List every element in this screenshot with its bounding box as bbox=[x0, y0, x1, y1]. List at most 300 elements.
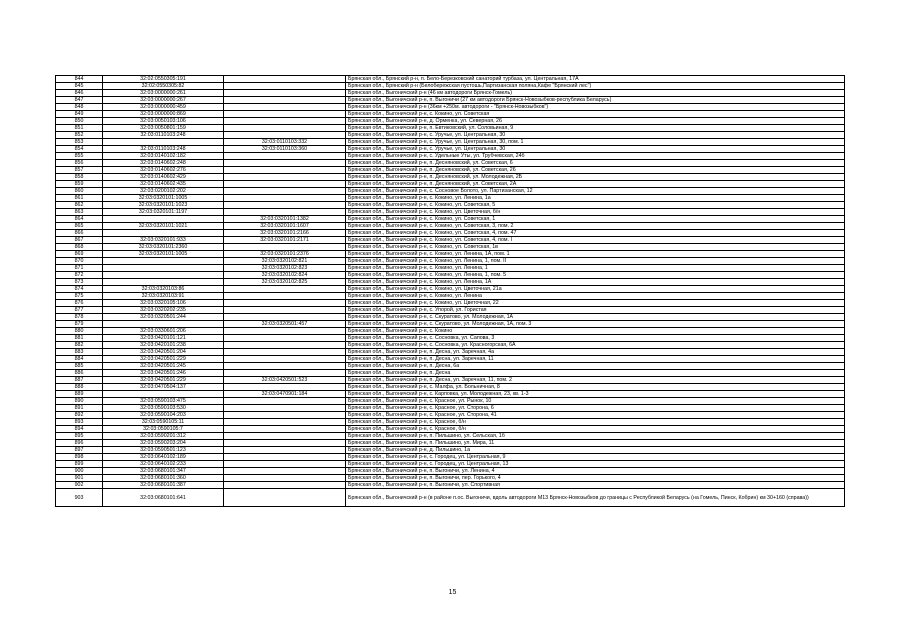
row-number-cell: 862 bbox=[56, 202, 103, 209]
address-cell: Брянская обл., Выгоничский р-н, п. Десняновский, ул. Советская, 6 bbox=[346, 160, 845, 167]
building-cadastral-cell bbox=[224, 286, 346, 293]
cadastral-number-cell: 32:03:0680101:347 bbox=[103, 468, 224, 475]
row-number-cell: 896 bbox=[56, 440, 103, 447]
cadastral-number-cell: 32:03:0050103:106 bbox=[103, 118, 224, 125]
building-cadastral-cell bbox=[224, 440, 346, 447]
row-number-cell: 868 bbox=[56, 244, 103, 251]
address-cell: Брянская обл., Выгоничский р-н, с. Кокино, ул. Советская, 5 bbox=[346, 202, 845, 209]
row-number-cell: 888 bbox=[56, 384, 103, 391]
row-number-cell: 884 bbox=[56, 356, 103, 363]
building-cadastral-cell bbox=[224, 419, 346, 426]
address-cell: Брянская обл., Выгоничский р-н, п. Десна, ул. Заречная, 4а bbox=[346, 349, 845, 356]
row-number-cell: 872 bbox=[56, 272, 103, 279]
row-number-cell: 883 bbox=[56, 349, 103, 356]
row-number-cell: 848 bbox=[56, 104, 103, 111]
cadastral-number-cell: 32:03:0420101:121 bbox=[103, 335, 224, 342]
cadastral-number-cell bbox=[103, 279, 224, 286]
row-number-cell: 887 bbox=[56, 377, 103, 384]
building-cadastral-cell bbox=[224, 328, 346, 335]
address-cell: Брянская обл., Выгоничский р-н, п. Десна, ул. Заречная, 11 bbox=[346, 356, 845, 363]
building-cadastral-cell: 32:03:0320101:2166 bbox=[224, 230, 346, 237]
address-cell: Брянская обл., Выгоничский р-н, с. Сосновое Болото, ул. Партизанская, 12 bbox=[346, 188, 845, 195]
address-cell: Брянская обл., Выгоничский р-н, с. Красное, ул. Сторона, 41 bbox=[346, 412, 845, 419]
building-cadastral-cell: 32:03:0320101:2171 bbox=[224, 237, 346, 244]
building-cadastral-cell bbox=[224, 160, 346, 167]
cadastral-number-cell: 32:03:0320101:933 bbox=[103, 237, 224, 244]
row-number-cell: 903 bbox=[56, 489, 103, 507]
table-row bbox=[56, 195, 845, 202]
cadastral-number-cell: 32:03:0590201:312 bbox=[103, 433, 224, 440]
address-cell: Брянская обл., Выгоничский р-н (36км +250м. автодороги - "Брянск-Новозыбков") bbox=[346, 104, 845, 111]
address-cell: Брянская обл., Выгоничский р-н, п. Пильшино, ул. Мира, 11 bbox=[346, 440, 845, 447]
row-number-cell: 892 bbox=[56, 412, 103, 419]
building-cadastral-cell bbox=[224, 356, 346, 363]
address-cell: Брянская обл., Выгоничский р-н, п. Десна, 6а bbox=[346, 363, 845, 370]
table-row bbox=[56, 216, 845, 223]
row-number-cell: 881 bbox=[56, 335, 103, 342]
table-row bbox=[56, 433, 845, 440]
address-cell: Брянская обл., Выгоничский р-н, с. Уручье, ул. Центральная, 30, пом. 1 bbox=[346, 139, 845, 146]
address-cell: Брянская обл., Выгоничский р-н, с. Кокино, ул. Ленина, 1 bbox=[346, 265, 845, 272]
address-cell: Брянская обл., Выгоничский р-н, с. Малфа, ул. Больничная, 8 bbox=[346, 384, 845, 391]
table-row bbox=[56, 356, 845, 363]
address-cell: Брянская обл., Выгоничский р-н, п. Выгоничи, пер. Горького, 4 bbox=[346, 475, 845, 482]
address-cell: Брянская обл., Выгоничский р-н (в районе п.ос. Выгоничи, вдоль автодороги М13 Брянск-Новозыбков до границы с Республикой Беларусь (на Гомель, Пинск, Кобрин) км 30+160 (справа)) bbox=[346, 489, 845, 507]
building-cadastral-cell bbox=[224, 167, 346, 174]
table-row bbox=[56, 461, 845, 468]
row-number-cell: 869 bbox=[56, 251, 103, 258]
building-cadastral-cell bbox=[224, 202, 346, 209]
cadastral-number-cell: 32:03:0420501:229 bbox=[103, 356, 224, 363]
row-number-cell: 854 bbox=[56, 146, 103, 153]
table-row bbox=[56, 440, 845, 447]
cadastral-number-cell: 32:03:0320501:244 bbox=[103, 314, 224, 321]
row-number-cell: 894 bbox=[56, 426, 103, 433]
table-row bbox=[56, 328, 845, 335]
table-row bbox=[56, 391, 845, 398]
row-number-cell: 874 bbox=[56, 286, 103, 293]
table-row bbox=[56, 272, 845, 279]
cadastral-number-cell: 32:03:0590105:7 bbox=[103, 426, 224, 433]
address-cell: Брянская обл., Выгоничский р-н, п. Десна bbox=[346, 370, 845, 377]
address-cell: Брянская обл., Выгоничский р-н, с. Кокино, ул. Ленина, 1, пом. 5 bbox=[346, 272, 845, 279]
address-cell: Брянская обл., Выгоничский р-н, с. Кокино, ул. Советская, 1 bbox=[346, 216, 845, 223]
table-row bbox=[56, 468, 845, 475]
cadastral-number-cell: 32:03:0470504:137 bbox=[103, 384, 224, 391]
cadastral-number-cell: 32:03:0320105:106 bbox=[103, 300, 224, 307]
cadastral-number-cell: 32:03:0590203:204 bbox=[103, 440, 224, 447]
table-row bbox=[56, 314, 845, 321]
building-cadastral-cell bbox=[224, 111, 346, 118]
address-cell: Брянская обл., Брянский р-н, п. Бело-Березковский санаторий турбаза, ул. Центральная, 17А bbox=[346, 76, 845, 83]
row-number-cell: 860 bbox=[56, 188, 103, 195]
building-cadastral-cell bbox=[224, 244, 346, 251]
building-cadastral-cell: 32:03:0110103:332 bbox=[224, 139, 346, 146]
cadastral-number-cell bbox=[103, 272, 224, 279]
building-cadastral-cell: 32:03:0320102:821 bbox=[224, 258, 346, 265]
table-row bbox=[56, 482, 845, 489]
address-cell: Брянская обл., Выгоничский р-н, д. Пильшино, 1а bbox=[346, 447, 845, 454]
address-cell: Брянская обл., Выгоничский р-н, с. Сосновка, ул. Красногорская, 6А bbox=[346, 342, 845, 349]
page-number: 15 bbox=[448, 589, 457, 596]
table-row bbox=[56, 370, 845, 377]
building-cadastral-cell: 32:03:0320102:825 bbox=[224, 279, 346, 286]
address-cell: Брянская обл., Выгоничский р-н, п. Выгоничи, ул. Ленина, 4 bbox=[346, 468, 845, 475]
address-cell: Брянская обл., Брянский р-н (Белобережская пустошь,Партизанская поляна,Кафе "Брянский лес") bbox=[346, 83, 845, 90]
address-cell: Брянская обл., Выгоничский р-н, с. Кокино, ул. Ленина, 1, пом. II bbox=[346, 258, 845, 265]
row-number-cell: 845 bbox=[56, 83, 103, 90]
building-cadastral-cell: 32:03:0420501:523 bbox=[224, 377, 346, 384]
building-cadastral-cell bbox=[224, 384, 346, 391]
building-cadastral-cell bbox=[224, 405, 346, 412]
cadastral-number-cell: 32:03:0320101:1005 bbox=[103, 195, 224, 202]
row-number-cell: 882 bbox=[56, 342, 103, 349]
table-row bbox=[56, 279, 845, 286]
table-row bbox=[56, 475, 845, 482]
cadastral-number-cell: 32:03:0200102:202 bbox=[103, 188, 224, 195]
row-number-cell: 902 bbox=[56, 482, 103, 489]
table-row bbox=[56, 454, 845, 461]
table-row bbox=[56, 90, 845, 97]
building-cadastral-cell bbox=[224, 342, 346, 349]
table-row bbox=[56, 363, 845, 370]
cadastral-number-cell: 32:03:0140102:182 bbox=[103, 153, 224, 160]
cadastral-number-cell: 32:03:0140602:429 bbox=[103, 174, 224, 181]
table-row bbox=[56, 97, 845, 104]
building-cadastral-cell bbox=[224, 90, 346, 97]
table-row bbox=[56, 132, 845, 139]
table-row bbox=[56, 349, 845, 356]
table-row bbox=[56, 251, 845, 258]
row-number-cell: 877 bbox=[56, 307, 103, 314]
row-number-cell: 897 bbox=[56, 447, 103, 454]
address-cell: Брянская обл., Выгоничский р-н, с. Сосновка, ул. Сапова, 3 bbox=[346, 335, 845, 342]
building-cadastral-cell bbox=[224, 195, 346, 202]
address-cell: Брянская обл., Выгоничский р-н, п. Десняновский, ул. Советская, 26 bbox=[346, 167, 845, 174]
building-cadastral-cell bbox=[224, 475, 346, 482]
table-row bbox=[56, 412, 845, 419]
address-cell: Брянская обл., Выгоничский р-н, с. Кокино bbox=[346, 328, 845, 335]
table-row bbox=[56, 342, 845, 349]
table-row bbox=[56, 377, 845, 384]
row-number-cell: 890 bbox=[56, 398, 103, 405]
address-cell: Брянская обл., Выгоничский р-н, с. Удельные Уты, ул. Трубчевская, 24б bbox=[346, 153, 845, 160]
building-cadastral-cell bbox=[224, 370, 346, 377]
address-cell: Брянская обл., Выгоничский р-н, с. Уручье, ул. Центральная, 30 bbox=[346, 132, 845, 139]
cadastral-number-cell: 32:03:0420501:245 bbox=[103, 363, 224, 370]
address-cell: Брянская обл., Выгоничский р-н, п. Евтиковский, ул. Соловьиная, 9 bbox=[346, 125, 845, 132]
cadastral-number-cell bbox=[103, 230, 224, 237]
table-row bbox=[56, 83, 845, 90]
building-cadastral-cell bbox=[224, 454, 346, 461]
cadastral-number-cell: 32:03:0420501:204 bbox=[103, 349, 224, 356]
cadastral-number-cell: 32:03:0000000:267 bbox=[103, 97, 224, 104]
cadastral-number-cell: 32:02:0550305:82 bbox=[103, 83, 224, 90]
address-cell: Брянская обл., Выгоничский р-н, с. Красное, ул. Сторона, 6 bbox=[346, 405, 845, 412]
table-row bbox=[56, 419, 845, 426]
table-row bbox=[56, 321, 845, 328]
cadastral-number-cell: 32:03:0590103:530 bbox=[103, 405, 224, 412]
cadastral-number-cell: 32:03:0680101:641 bbox=[103, 489, 224, 507]
building-cadastral-cell bbox=[224, 104, 346, 111]
cadastral-number-cell: 32:03:0140602:248 bbox=[103, 160, 224, 167]
row-number-cell: 889 bbox=[56, 391, 103, 398]
address-cell: Брянская обл., Выгоничский р-н, с. Кокино, ул. Советская, 4, пом. 47 bbox=[346, 230, 845, 237]
address-cell: Брянская обл., Выгоничский р-н, с. Городец, ул. Центральная, 13 bbox=[346, 461, 845, 468]
address-cell: Брянская обл., Выгоничский р-н, с. Кокино, ул. Ленина, 1а bbox=[346, 195, 845, 202]
row-number-cell: 857 bbox=[56, 167, 103, 174]
address-cell: Брянская обл., Выгоничский р-н, с. Кокино, ул. Ленина, 1А, пом. 1 bbox=[346, 251, 845, 258]
row-number-cell: 898 bbox=[56, 454, 103, 461]
cadastral-number-cell bbox=[103, 391, 224, 398]
table-row bbox=[56, 76, 845, 83]
address-cell: Брянская обл., Выгоничский р-н, д. Орменка, ул. Северная, 26 bbox=[346, 118, 845, 125]
cadastral-number-cell: 32:03:0140602:276 bbox=[103, 167, 224, 174]
row-number-cell: 847 bbox=[56, 97, 103, 104]
cadastral-number-cell bbox=[103, 321, 224, 328]
row-number-cell: 870 bbox=[56, 258, 103, 265]
cadastral-number-cell: 32:03:0000000:261 bbox=[103, 90, 224, 97]
cadastral-number-cell: 32:02:0550305:191 bbox=[103, 76, 224, 83]
building-cadastral-cell bbox=[224, 314, 346, 321]
building-cadastral-cell bbox=[224, 363, 346, 370]
row-number-cell: 871 bbox=[56, 265, 103, 272]
table-row bbox=[56, 104, 845, 111]
cadastral-number-cell: 32:03:0640102:233 bbox=[103, 461, 224, 468]
row-number-cell: 891 bbox=[56, 405, 103, 412]
table-row bbox=[56, 244, 845, 251]
row-number-cell: 901 bbox=[56, 475, 103, 482]
cadastral-number-cell: 32:03:0320101:1197 bbox=[103, 209, 224, 216]
address-cell: Брянская обл., Выгоничский р-н, п. Десняновский, ул. Молодежная, 2Б bbox=[346, 174, 845, 181]
row-number-cell: 880 bbox=[56, 328, 103, 335]
building-cadastral-cell bbox=[224, 489, 346, 507]
table-row bbox=[56, 160, 845, 167]
building-cadastral-cell bbox=[224, 300, 346, 307]
table-row bbox=[56, 223, 845, 230]
row-number-cell: 849 bbox=[56, 111, 103, 118]
row-number-cell: 885 bbox=[56, 363, 103, 370]
building-cadastral-cell bbox=[224, 349, 346, 356]
row-number-cell: 899 bbox=[56, 461, 103, 468]
building-cadastral-cell bbox=[224, 293, 346, 300]
table-row bbox=[56, 167, 845, 174]
table-row bbox=[56, 300, 845, 307]
row-number-cell: 876 bbox=[56, 300, 103, 307]
cadastral-number-cell: 32:03:0590105:11 bbox=[103, 419, 224, 426]
cadastral-number-cell: 32:03:0320103:86 bbox=[103, 286, 224, 293]
building-cadastral-cell bbox=[224, 426, 346, 433]
address-cell: Брянская обл., Выгоничский р-н, п. Выгоничи, ул. Спортивная bbox=[346, 482, 845, 489]
cadastral-number-cell: 32:03:0590104:203 bbox=[103, 412, 224, 419]
row-number-cell: 864 bbox=[56, 216, 103, 223]
address-cell: Брянская обл., Выгоничский р-н, с. Кокино, ул. Цветочная, 21а bbox=[346, 286, 845, 293]
table-row bbox=[56, 398, 845, 405]
row-number-cell: 867 bbox=[56, 237, 103, 244]
cadastral-number-cell: 32:03:0000000:459 bbox=[103, 104, 224, 111]
address-cell: Брянская обл., Выгоничский р-н, с. Красное, ул. Рынок, 10 bbox=[346, 398, 845, 405]
address-cell: Брянская обл., Выгоничский р-н, с. Кокино, ул. Советская bbox=[346, 111, 845, 118]
building-cadastral-cell: 32:03:0320101:2376 bbox=[224, 251, 346, 258]
table-row bbox=[56, 307, 845, 314]
building-cadastral-cell bbox=[224, 335, 346, 342]
cadastral-number-cell: 32:03:0680101:387 bbox=[103, 482, 224, 489]
building-cadastral-cell bbox=[224, 83, 346, 90]
cadastral-number-cell: 32:03:0330601:206 bbox=[103, 328, 224, 335]
table-row bbox=[56, 335, 845, 342]
table-row bbox=[56, 293, 845, 300]
building-cadastral-cell: 32:03:0320501:457 bbox=[224, 321, 346, 328]
table-row bbox=[56, 209, 845, 216]
cadastral-number-cell: 32:03:0420501:229 bbox=[103, 377, 224, 384]
row-number-cell: 873 bbox=[56, 279, 103, 286]
row-number-cell: 900 bbox=[56, 468, 103, 475]
building-cadastral-cell bbox=[224, 307, 346, 314]
address-cell: Брянская обл., Выгоничский р-н, с. Красное, б/н bbox=[346, 426, 845, 433]
address-cell: Брянская обл., Выгоничский р-н, с. Кокино, ул. Советская, 4, пом. I bbox=[346, 237, 845, 244]
building-cadastral-cell bbox=[224, 153, 346, 160]
cadastral-number-cell: 32:03:0320101:1021 bbox=[103, 223, 224, 230]
row-number-cell: 851 bbox=[56, 125, 103, 132]
address-cell: Брянская обл., Выгоничский р-н, с. Городец, ул. Центральная, 9 bbox=[346, 454, 845, 461]
row-number-cell: 886 bbox=[56, 370, 103, 377]
address-cell: Брянская обл., Выгоничский р-н, с. Кокино, ул. Советская, 1в bbox=[346, 244, 845, 251]
table-row bbox=[56, 111, 845, 118]
address-cell: Брянская обл., Выгоничский р-н, с. Кокино, ул. Ленина bbox=[346, 293, 845, 300]
building-cadastral-cell bbox=[224, 433, 346, 440]
cadastral-number-cell: 32:03:0320101:2360 bbox=[103, 244, 224, 251]
row-number-cell: 852 bbox=[56, 132, 103, 139]
cadastral-number-cell: 32:03:0590103:475 bbox=[103, 398, 224, 405]
cadastral-number-cell: 32:03:0050801:159 bbox=[103, 125, 224, 132]
cadastral-number-cell: 32:03:0110103:248 bbox=[103, 132, 224, 139]
cadastral-number-cell: 32:03:0640102:189 bbox=[103, 454, 224, 461]
row-number-cell: 895 bbox=[56, 433, 103, 440]
address-cell: Брянская обл., Выгоничский р-н, с. Скуратово, ул. Молодежная, 1А, пом. 3 bbox=[346, 321, 845, 328]
building-cadastral-cell bbox=[224, 447, 346, 454]
address-cell: Брянская обл., Выгоничский р-н, с. Кокино, ул. Цветочная, 22 bbox=[346, 300, 845, 307]
cadastral-number-cell: 32:03:0000000:869 bbox=[103, 111, 224, 118]
building-cadastral-cell bbox=[224, 76, 346, 83]
row-number-cell: 855 bbox=[56, 153, 103, 160]
row-number-cell: 856 bbox=[56, 160, 103, 167]
address-cell: Брянская обл., Выгоничский р-н (46 км автодороги Брянск-Гомель) bbox=[346, 90, 845, 97]
row-number-cell: 878 bbox=[56, 314, 103, 321]
cadastral-number-cell: 32:03:0420101:238 bbox=[103, 342, 224, 349]
row-number-cell: 893 bbox=[56, 419, 103, 426]
cadastral-number-cell: 32:03:0590501:123 bbox=[103, 447, 224, 454]
cadastral-number-cell: 32:03:0320103:91 bbox=[103, 293, 224, 300]
address-cell: Брянская обл., Выгоничский р-н, п. Десна, ул. Заречная, 11, пом. 2 bbox=[346, 377, 845, 384]
row-number-cell: 846 bbox=[56, 90, 103, 97]
table-row bbox=[56, 447, 845, 454]
building-cadastral-cell bbox=[224, 181, 346, 188]
building-cadastral-cell: 32:03:0470901:184 bbox=[224, 391, 346, 398]
registry-table-body bbox=[56, 76, 845, 507]
building-cadastral-cell bbox=[224, 118, 346, 125]
row-number-cell: 861 bbox=[56, 195, 103, 202]
table-row bbox=[56, 230, 845, 237]
table-row bbox=[56, 384, 845, 391]
cadastral-number-cell: 32:03:0140602:435 bbox=[103, 181, 224, 188]
building-cadastral-cell bbox=[224, 188, 346, 195]
table-row bbox=[56, 265, 845, 272]
table-row bbox=[56, 188, 845, 195]
building-cadastral-cell bbox=[224, 412, 346, 419]
cadastral-number-cell: 32:03:0320202:235 bbox=[103, 307, 224, 314]
address-cell: Брянская обл., Выгоничский р-н, с. Карповка, ул. Молодежная, 23, кв. 1-3 bbox=[346, 391, 845, 398]
table-row bbox=[56, 258, 845, 265]
row-number-cell: 875 bbox=[56, 293, 103, 300]
address-cell: Брянская обл., Выгоничский р-н, с. Упорой, ул. Гористая bbox=[346, 307, 845, 314]
address-cell: Брянская обл., Выгоничский р-н, с. Уручье, ул. Центральная, 30 bbox=[346, 146, 845, 153]
table-row bbox=[56, 146, 845, 153]
table-row bbox=[56, 153, 845, 160]
address-cell: Брянская обл., Выгоничский р-н, с. Кокино, ул. Ленина, 1А bbox=[346, 279, 845, 286]
address-cell: Брянская обл., Выгоничский р-н, п. Выгоничи (27 км автодороги Брянск-Новозыбков-республика Беларусь) bbox=[346, 97, 845, 104]
building-cadastral-cell: 32:03:0320102:823 bbox=[224, 265, 346, 272]
row-number-cell: 844 bbox=[56, 76, 103, 83]
building-cadastral-cell bbox=[224, 132, 346, 139]
address-cell: Брянская обл., Выгоничский р-н, с. Скуратово, ул. Молодежная, 1А bbox=[346, 314, 845, 321]
building-cadastral-cell: 32:03:0320101:1607 bbox=[224, 223, 346, 230]
row-number-cell: 858 bbox=[56, 174, 103, 181]
table-row bbox=[56, 118, 845, 125]
address-cell: Брянская обл., Выгоничский р-н, с. Кокино, ул. Цветочная, б/н bbox=[346, 209, 845, 216]
cadastral-number-cell bbox=[103, 258, 224, 265]
building-cadastral-cell bbox=[224, 468, 346, 475]
table-row bbox=[56, 181, 845, 188]
table-row bbox=[56, 426, 845, 433]
row-number-cell: 850 bbox=[56, 118, 103, 125]
building-cadastral-cell bbox=[224, 174, 346, 181]
building-cadastral-cell bbox=[224, 398, 346, 405]
address-cell: Брянская обл., Выгоничский р-н, п. Пильшино, ул. Сельская, 1б bbox=[346, 433, 845, 440]
table-row bbox=[56, 489, 845, 507]
cadastral-number-cell: 32:03:0110103:248 bbox=[103, 146, 224, 153]
table-row bbox=[56, 237, 845, 244]
building-cadastral-cell: 32:03:0320101:1382 bbox=[224, 216, 346, 223]
table-row bbox=[56, 125, 845, 132]
building-cadastral-cell bbox=[224, 482, 346, 489]
registry-table bbox=[55, 75, 845, 507]
address-cell: Брянская обл., Выгоничский р-н, с. Красное, б/н bbox=[346, 419, 845, 426]
address-cell: Брянская обл., Выгоничский р-н, с. Кокино, ул. Советская, 3, пом. 2 bbox=[346, 223, 845, 230]
building-cadastral-cell bbox=[224, 461, 346, 468]
table-row bbox=[56, 202, 845, 209]
cadastral-number-cell bbox=[103, 216, 224, 223]
row-number-cell: 853 bbox=[56, 139, 103, 146]
table-row bbox=[56, 405, 845, 412]
row-number-cell: 865 bbox=[56, 223, 103, 230]
cadastral-number-cell: 32:03:0680101:360 bbox=[103, 475, 224, 482]
building-cadastral-cell bbox=[224, 209, 346, 216]
cadastral-number-cell: 32:03:0420501:246 bbox=[103, 370, 224, 377]
row-number-cell: 859 bbox=[56, 181, 103, 188]
row-number-cell: 879 bbox=[56, 321, 103, 328]
table-row bbox=[56, 139, 845, 146]
cadastral-number-cell bbox=[103, 265, 224, 272]
cadastral-number-cell: 32:03:0320101:1005 bbox=[103, 251, 224, 258]
building-cadastral-cell: 32:03:0110103:360 bbox=[224, 146, 346, 153]
cadastral-number-cell bbox=[103, 139, 224, 146]
building-cadastral-cell bbox=[224, 125, 346, 132]
cadastral-number-cell: 32:03:0320101:1023 bbox=[103, 202, 224, 209]
table-row bbox=[56, 174, 845, 181]
row-number-cell: 866 bbox=[56, 230, 103, 237]
row-number-cell: 863 bbox=[56, 209, 103, 216]
building-cadastral-cell: 32:03:0320102:824 bbox=[224, 272, 346, 279]
